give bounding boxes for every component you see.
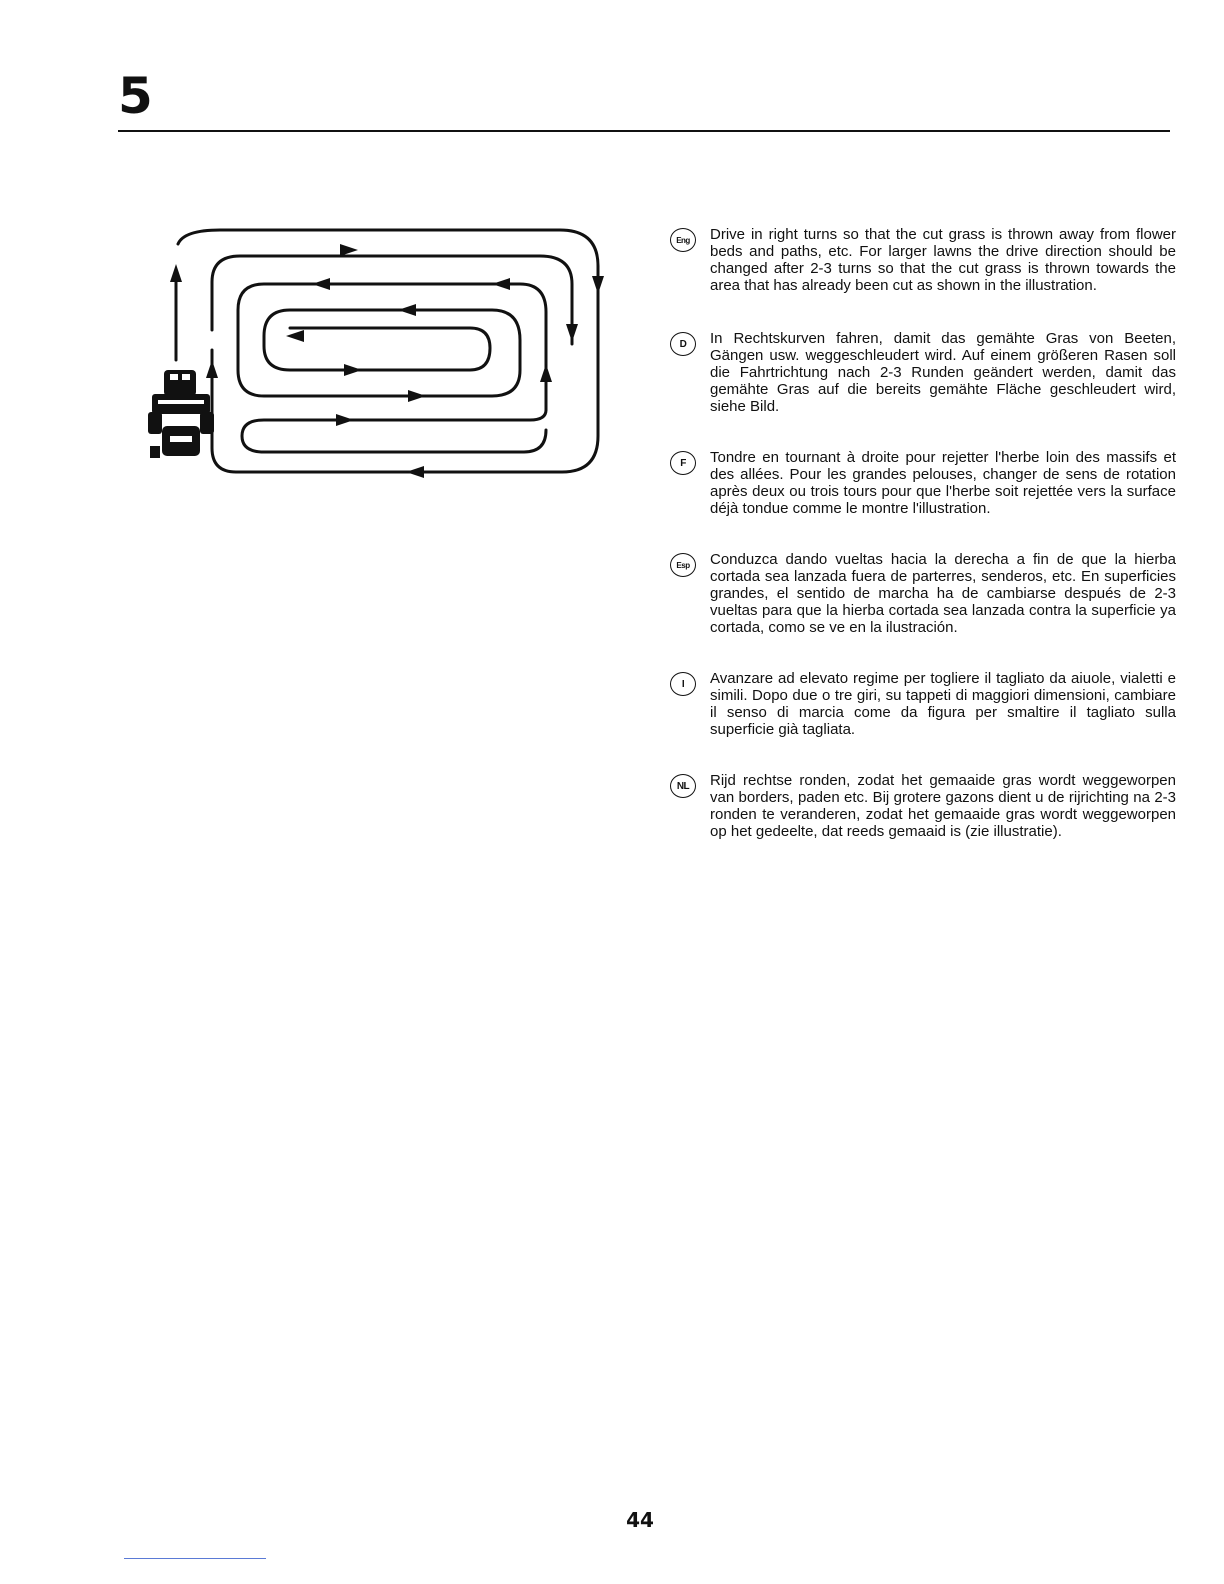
arrow-right-bottom: [336, 414, 354, 426]
tractor-mower-icon: [148, 370, 214, 458]
instruction-i: [668, 670, 1176, 738]
arrow-up-mid: [206, 360, 218, 378]
arrow-left-outer: [406, 466, 424, 478]
section-number: 5: [118, 67, 152, 125]
instruction-text: Rijd rechtse ronden, zodat het gemaaide gras wordt weggeworpen van borders, paden etc. Bij grotere gazons dient u de rijrichting na 2-3 ronden te veranderen, zodat het gemaaide gras wordt weggeworpen op het gedeelte, dat reeds gemaaid is (zie illustratie).: [710, 772, 1176, 840]
mowing-pattern-diagram: [140, 220, 620, 500]
arrow-right-top: [340, 244, 358, 256]
lang-badge-i: I: [670, 672, 696, 696]
instruction-text: Drive in right turns so that the cut grass is thrown away from flower beds and paths, etc. For larger lawns the drive direction should be changed after 2-3 turns so that the cut grass is thrown towards the area that has already been cut as shown in the illustration.: [710, 226, 1176, 294]
header-rule: [118, 130, 1170, 132]
instruction-d: [668, 330, 1176, 415]
arrow-up-right: [540, 364, 552, 382]
instructions-list: [668, 226, 1176, 866]
lang-badge-f: F: [670, 451, 696, 475]
instruction-f: [668, 449, 1176, 517]
arrow-left-inner: [398, 304, 416, 316]
arrow-left-second-b: [492, 278, 510, 290]
third-path: [238, 284, 546, 410]
instruction-esp: [668, 551, 1176, 636]
lang-badge-d: D: [670, 332, 696, 356]
instruction-text: Conduzca dando vueltas hacia la derecha a fin de que la hierba cortada sea lanzada fuera de parterres, senderos, etc. En superficies grandes, el sentido de marcha ha de cambiarse después de 2-3 vueltas para que la hierba cortada sea lanzada contra la superficie ya cortada, como se ve en la ilustración.: [710, 551, 1176, 636]
bottom-line: [124, 1558, 266, 1559]
arrow-down-second: [566, 324, 578, 342]
lang-badge-eng: Eng: [670, 228, 696, 252]
arrow-up-left: [170, 264, 182, 282]
lang-badge-esp: Esp: [670, 553, 696, 577]
arrow-right-mid: [408, 390, 426, 402]
arrow-down-outer: [592, 276, 604, 294]
inner-bottom-path: [242, 410, 546, 452]
page-number: 44: [626, 1508, 654, 1532]
arrow-left-inner-b: [286, 330, 304, 342]
arrow-left-second: [312, 278, 330, 290]
instruction-text: Tondre en tournant à droite pour rejetter l'herbe loin des massifs et des allées. Pour les grandes pelouses, changer de sens de rotation après deux ou trois tours pour que l'herbe soit rejettée vers la surface déjà tondue comme le montre l'illustration.: [710, 449, 1176, 517]
instruction-text: In Rechtskurven fahren, damit das gemähte Gras von Beeten, Gängen usw. weggeschleudert wird. Auf einem größeren Rasen soll die Fahrtrichtung nach 2-3 Runden geändert werden, damit das gemähte Gras auf die bereits gemähte Fläche geschleudert wird, siehe Bild.: [710, 330, 1176, 415]
instruction-eng: [668, 226, 1176, 294]
instruction-text: Avanzare ad elevato regime per togliere il tagliato da aiuole, vialetti e simili. Dopo due o tre giri, su tappeti di maggiori dimensioni, cambiare il senso di marcia come da figura per smaltire il tagliato sulla superficie già tagliata.: [710, 670, 1176, 738]
instruction-nl: [668, 772, 1176, 840]
lang-badge-nl: NL: [670, 774, 696, 798]
arrow-right-inner: [344, 364, 362, 376]
